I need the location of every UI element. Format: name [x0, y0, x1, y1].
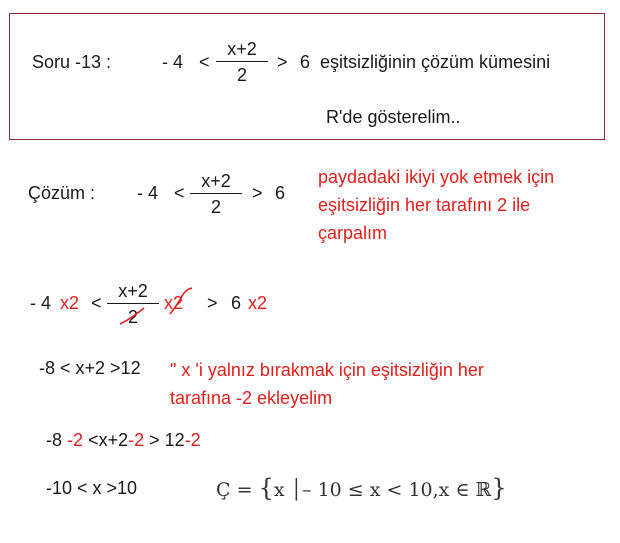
step1-lt: < — [91, 293, 102, 313]
step2-note-line-2: tarafına -2 ekleyelim — [170, 388, 333, 408]
question-fraction — [216, 40, 268, 84]
step3-part-d: -2 — [128, 430, 145, 450]
solution-set-label: Ç — [216, 479, 231, 501]
step3-expr — [46, 431, 201, 449]
solution-set — [216, 476, 507, 500]
step3-part-c: <x+2 — [88, 430, 129, 450]
step1-gt: > — [207, 293, 218, 313]
step1-mult-left: x2 — [60, 293, 80, 313]
fraction-bar — [216, 61, 268, 62]
solution-fraction — [190, 172, 242, 216]
solution-numerator: x+2 — [201, 171, 231, 191]
solution-rhs: 6 — [275, 183, 286, 203]
step1-mult-right: x2 — [248, 293, 268, 313]
step1-mult-middle: x2 — [164, 293, 184, 313]
solution-set-body: x │– 10 ≤ x < 10,x ∈ ℝ — [273, 479, 492, 501]
cancel-stroke-multiplier — [166, 286, 196, 318]
solution-note-line-1: paydadaki ikiyi yok etmek için — [318, 167, 555, 187]
step3-part-a: -8 — [46, 430, 63, 450]
step2-note-line-1: " x 'i yalnız bırakmak için eşitsizliğin her — [170, 360, 484, 380]
question-rhs: 6 — [300, 52, 311, 72]
solution-gt: > — [252, 183, 263, 203]
step1-lhs: - 4 — [30, 293, 52, 313]
question-denominator: 2 — [236, 65, 247, 85]
question-gt: > — [277, 52, 288, 72]
step4-expr: -10 < x >10 — [46, 478, 138, 498]
solution-note-line-3: çarpalım — [318, 223, 388, 243]
step3-part-f: -2 — [184, 430, 201, 450]
step3-part-b: -2 — [67, 430, 84, 450]
solution-denominator: 2 — [210, 197, 221, 217]
step1-rhs: 6 — [231, 293, 242, 313]
solution-lhs: - 4 — [137, 183, 159, 203]
step3-part-e: > 12 — [149, 430, 185, 450]
step1-numerator: x+2 — [118, 281, 148, 301]
solution-label: Çözüm : — [28, 183, 96, 203]
solution-note-line-2: eşitsizliğin her tarafını 2 ile — [318, 195, 531, 215]
step2-expr: -8 < x+2 >12 — [39, 358, 141, 378]
solution-lt: < — [174, 183, 185, 203]
set-open-brace: { — [258, 474, 274, 502]
cancel-stroke-denominator — [118, 304, 148, 328]
question-numerator: x+2 — [227, 39, 257, 59]
question-box — [9, 13, 605, 140]
question-text: eşitsizliğinin çözüm kümesini — [320, 52, 551, 72]
question-lhs: - 4 — [162, 52, 184, 72]
question-lt: < — [199, 52, 210, 72]
fraction-bar — [190, 193, 242, 194]
step1-denominator: 2 — [127, 307, 138, 327]
solution-set-eq: = — [236, 479, 253, 501]
question-label: Soru -13 : — [32, 52, 112, 72]
set-close-brace: } — [491, 474, 507, 502]
question-text-2: R'de gösterelim.. — [326, 107, 461, 127]
